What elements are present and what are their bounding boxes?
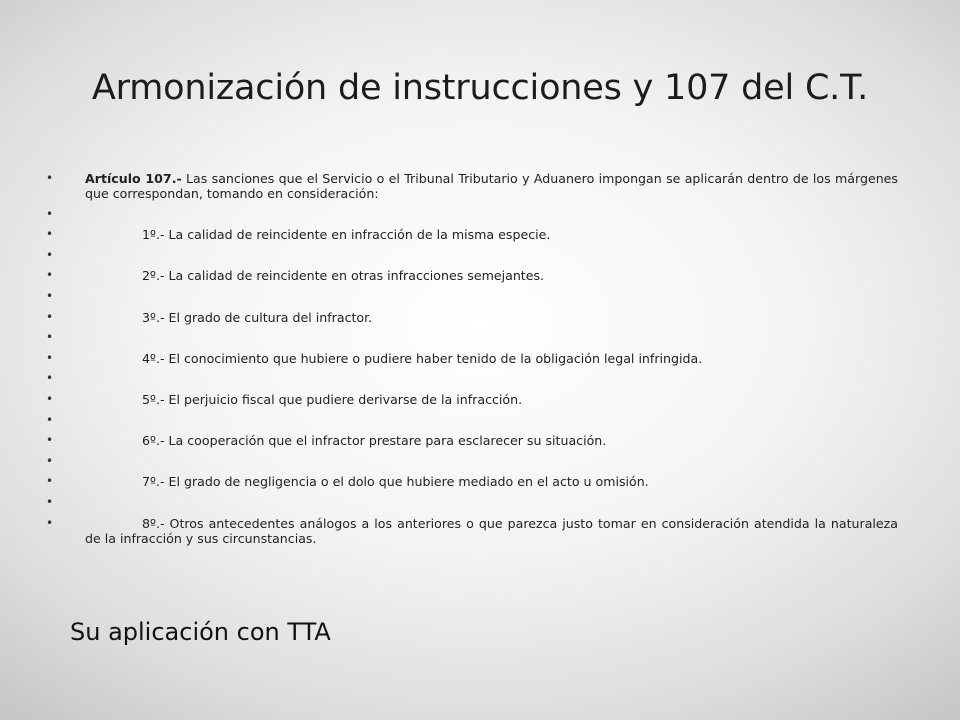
list-item (46, 310, 898, 325)
empty-bullet (46, 330, 898, 345)
empty-bullet (46, 413, 898, 428)
list-item-text: 7º.- El grado de negligencia o el dolo que hubiere mediado en el acto u omisión. (142, 474, 649, 490)
empty-bullet (46, 495, 898, 510)
list-item-text: 4º.- El conocimiento que hubiere o pudiere haber tenido de la obligación legal infringida. (142, 350, 703, 366)
empty-bullet (46, 289, 898, 304)
list-item (46, 433, 898, 448)
article-intro-item (46, 171, 898, 201)
list-item-text: 3º.- El grado de cultura del infractor. (142, 309, 373, 325)
empty-bullet (46, 248, 898, 263)
list-item (46, 351, 898, 366)
list-item (46, 392, 898, 407)
article-heading: Artículo 107.- (85, 171, 182, 186)
slide-title: Armonización de instrucciones y 107 del C.T. (91, 68, 869, 108)
list-item-text: 1º.- La calidad de reincidente en infracción de la misma especie. (142, 227, 551, 243)
empty-bullet (46, 371, 898, 386)
list-item-text: 5º.- El perjuicio fiscal que pudiere derivarse de la infracción. (142, 391, 523, 407)
list-item (46, 516, 898, 546)
list-item-text: 8º.- Otros antecedentes análogos a los anteriores o que parezca justo tomar en consideración atendida la naturaleza de la infracción y sus circunstancias. (85, 515, 898, 546)
slide-subtitle: Su aplicación con TTA (70, 618, 331, 646)
empty-bullet (46, 454, 898, 469)
article-intro-text: Las sanciones que el Servicio o el Tribunal Tributario y Aduanero impongan se aplicarán dentro de los márgenes que correspondan, tomando en consideración: (85, 171, 898, 201)
list-item-text: 2º.- La calidad de reincidente en otras infracciones semejantes. (142, 268, 545, 284)
list-item-text: 6º.- La cooperación que el infractor prestare para esclarecer su situación. (142, 433, 607, 449)
list-item (46, 268, 898, 283)
empty-bullet (46, 207, 898, 222)
list-item (46, 474, 898, 489)
list-item (46, 227, 898, 242)
article-bullet-list (46, 171, 898, 551)
